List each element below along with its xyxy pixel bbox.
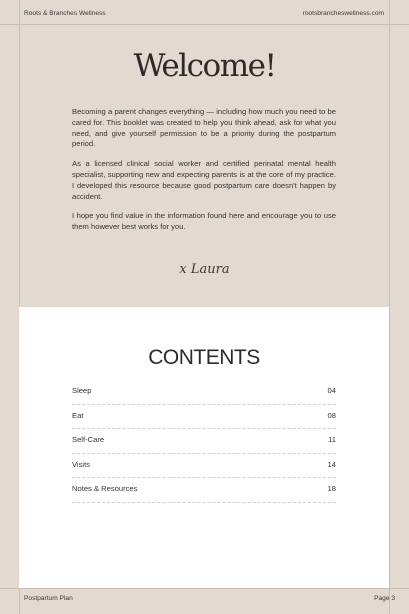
toc-page-number: 18	[327, 484, 336, 493]
margin-guide-top	[0, 24, 409, 25]
signature: x Laura	[179, 262, 230, 277]
letter-paragraph: I hope you find value in the information found here and encourage you to use them however best works for you.	[72, 211, 336, 232]
toc-item-sleep[interactable]	[72, 380, 336, 405]
table-of-contents	[72, 380, 336, 503]
toc-label: Self-Care	[72, 435, 105, 444]
toc-label: Visits	[72, 459, 91, 469]
toc-label: Notes & Resources	[72, 484, 138, 493]
footer-doc-title: Postpartum Plan	[24, 595, 73, 602]
toc-label: Eat	[72, 410, 84, 420]
letter-paragraph: As a licensed clinical social worker and certified perinatal mental health specialist, supporting new and expecting parents is at the core of my practice. I developed this resource because good postpartum care doesn't happen by accident.	[72, 159, 336, 201]
toc-label: Sleep	[72, 386, 92, 395]
toc-item-visits[interactable]	[72, 454, 336, 479]
header-website: rootsbrancheswellness.com	[302, 10, 384, 17]
margin-guide-right	[389, 0, 390, 614]
contents-title: CONTENTS	[148, 346, 260, 369]
letter-paragraph: Becoming a parent changes everything — including how much you need to be cared for. This booklet was created to help you think ahead, ask for what you need, and give yourself permission to be a priority during the postpartum period.	[72, 107, 336, 149]
toc-page-number: 04	[327, 386, 336, 395]
welcome-letter	[72, 107, 336, 242]
toc-item-eat[interactable]	[72, 405, 336, 430]
footer-page-number: Page 3	[374, 595, 395, 602]
contents-panel	[19, 307, 389, 588]
welcome-title: Welcome!	[133, 48, 276, 84]
toc-page-number: 08	[327, 410, 336, 420]
header-brand: Roots & Branches Wellness	[24, 10, 106, 17]
toc-page-number: 14	[327, 459, 336, 469]
toc-item-notes-resources[interactable]	[72, 478, 336, 503]
toc-page-number: 11	[328, 435, 336, 444]
toc-item-self-care[interactable]	[72, 429, 336, 454]
margin-guide-bottom	[0, 588, 409, 589]
